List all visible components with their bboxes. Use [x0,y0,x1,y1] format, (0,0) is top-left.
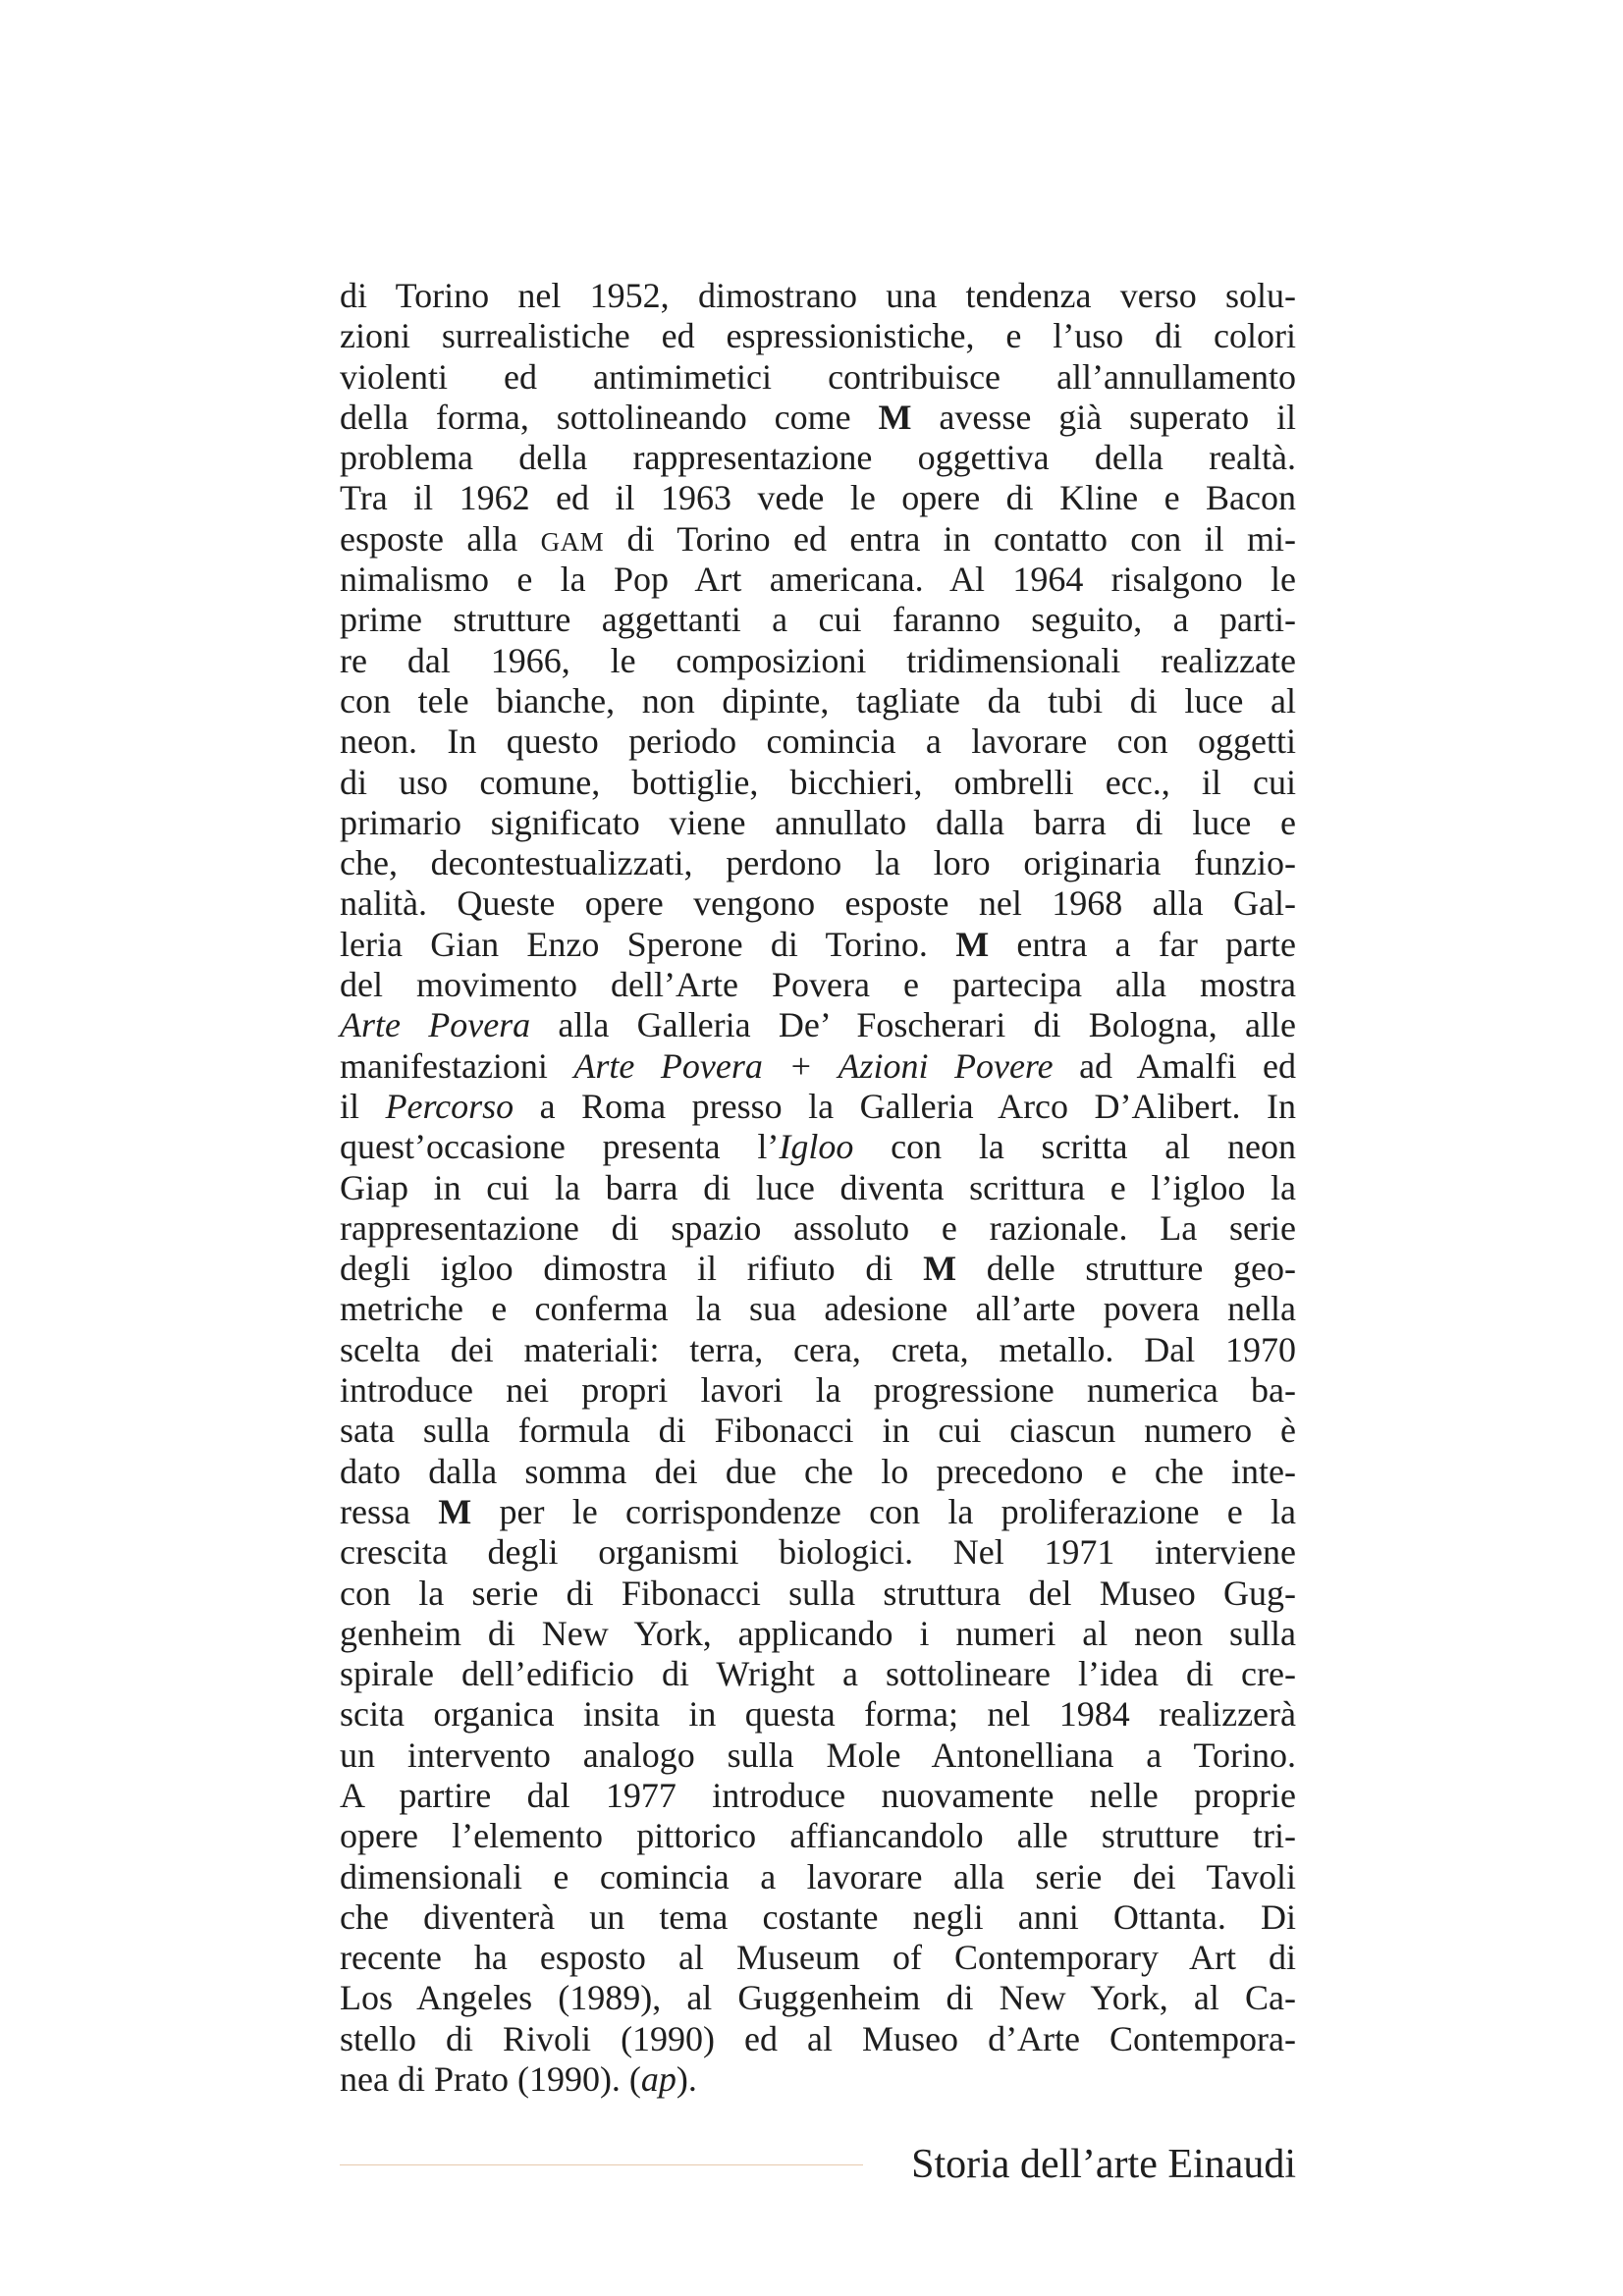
text-line [340,1694,1296,1735]
text-segment: recente ha esposto al Museum of Contemporary Art di [340,1938,1296,1978]
text-line [340,1208,1296,1249]
text-segment: entra a far parte [989,924,1296,964]
artist-initial: M [955,924,990,964]
text-segment: del movimento dell’Arte Povera e partecipa alla mostra [340,965,1296,1005]
text-line [340,1330,1296,1370]
text-line [340,965,1296,1005]
text-line [340,2019,1296,2059]
text-line [340,883,1296,924]
italic-title: Arte Povera [340,1005,531,1045]
text-line [340,1411,1296,1451]
italic-title: Arte Povera + Azioni Povere [573,1045,1054,1086]
text-line [340,1816,1296,1856]
text-segment: rappresentazione di spazio assoluto e razionale. La serie [340,1207,1296,1248]
text-line [340,925,1296,965]
text-segment: problema della rappresentazione oggettiva della realtà. [340,438,1296,478]
text-segment: con tele bianche, non dipinte, tagliate da tubi di luce al [340,680,1296,721]
text-line [340,1005,1296,1045]
text-segment: prime strutture aggettanti a cui faranno seguito, a parti- [340,600,1296,640]
text-segment: con la scritta al neon [853,1127,1296,1167]
text-segment: degli igloo dimostra il rifiuto di [340,1249,924,1289]
text-segment: di Torino nel 1952, dimostrano una tendenza verso solu- [340,276,1296,315]
text-segment: crescita degli organismi biologici. Nel 1971 interviene [340,1532,1296,1573]
text-line [340,1654,1296,1694]
italic-title: Igloo [779,1127,854,1167]
artist-initial: M [878,397,912,437]
text-line [340,1614,1296,1654]
text-segment: opere l’elemento pittorico affiancandolo alle strutture tri- [340,1816,1296,1856]
small-caps-acronym: GAM [540,526,605,557]
artist-initial: M [923,1249,957,1289]
text-line [340,1978,1296,2018]
text-line [340,276,1296,316]
text-segment: leria Gian Enzo Sperone di Torino. [340,924,956,964]
artist-initial: M [438,1491,472,1531]
text-segment: nimalismo e la Pop Art americana. Al 1964 risalgono le [340,560,1296,600]
text-segment: per le corrispondenze con la proliferazione e la [471,1491,1296,1531]
italic-title: Percorso [385,1086,514,1126]
text-segment: genheim di New York, applicando i numeri al neon sulla [340,1613,1296,1653]
text-line [340,1127,1296,1167]
text-line [340,1776,1296,1816]
text-line [340,1735,1296,1776]
text-line [340,316,1296,356]
text-segment: scita organica insita in questa forma; nel 1984 realizzerà [340,1694,1296,1735]
text-line [340,1897,1296,1938]
text-segment: Los Angeles (1989), al Guggenheim di New York, al Ca- [340,1978,1296,2018]
text-segment: di Torino ed entra in contatto con il mi- [604,518,1296,559]
text-segment: dimensionali e comincia a lavorare alla serie dei Tavoli [340,1856,1296,1896]
text-line [340,641,1296,681]
text-line [340,681,1296,721]
text-segment: nea di Prato (1990). ( [340,2059,641,2100]
text-segment: a Roma presso la Galleria Arco D’Alibert. In [514,1086,1296,1126]
text-segment: di uso comune, bottiglie, bicchieri, ombrelli ecc., il cui [340,762,1296,802]
text-line [340,560,1296,600]
text-line [340,1857,1296,1897]
text-segment: delle strutture geo- [956,1249,1296,1289]
text-segment: spirale dell’edificio di Wright a sottolineare l’idea di cre- [340,1654,1296,1694]
text-segment: che, decontestualizzati, perdono la loro originaria funzio- [340,843,1296,883]
text-segment: ad Amalfi ed [1053,1045,1296,1086]
text-line [340,763,1296,803]
footer-rule [340,2164,863,2165]
text-segment: manifestazioni [340,1045,574,1086]
text-line [340,1452,1296,1492]
text-segment: violenti ed antimimetici contribuisce all’annullamento [340,356,1296,397]
text-line [340,721,1296,762]
text-line [340,843,1296,883]
text-segment: neon. In questo periodo comincia a lavorare con oggetti [340,721,1296,762]
text-segment: introduce nei propri lavori la progressione numerica ba- [340,1370,1296,1411]
text-line [340,1168,1296,1208]
italic-title: ap [640,2059,676,2100]
text-line [340,1249,1296,1289]
text-line [340,398,1296,438]
text-segment: scelta dei materiali: terra, cera, creta, metallo. Dal 1970 [340,1329,1296,1369]
text-segment: zioni surrealistiche ed espressionistiche, e l’uso di colori [340,316,1296,356]
text-line [340,803,1296,843]
text-line [340,1370,1296,1411]
text-segment: dato dalla somma dei due che lo precedono e che inte- [340,1451,1296,1491]
text-segment: ). [676,2059,697,2100]
text-segment: il [340,1086,386,1126]
text-segment: della forma, sottolineando come [340,397,879,437]
text-line [340,1938,1296,1978]
text-segment: quest’occasione presenta l’ [340,1127,780,1167]
text-line [340,1046,1296,1087]
text-segment: esposte alla [340,518,541,559]
text-segment: sata sulla formula di Fibonacci in cui ciascun numero è [340,1411,1296,1451]
text-line [340,357,1296,398]
text-line [340,1492,1296,1532]
text-line [340,519,1296,560]
body-text [340,276,1296,2100]
text-segment: avesse già superato il [911,397,1296,437]
text-line [340,438,1296,478]
text-segment: nalità. Queste opere vengono esposte nel 1968 alla Gal- [340,883,1296,924]
text-segment: Tra il 1962 ed il 1963 vede le opere di Kline e Bacon [340,478,1296,518]
text-segment: re dal 1966, le composizioni tridimensionali realizzate [340,640,1296,680]
text-segment: che diventerà un tema costante negli anni Ottanta. Di [340,1896,1296,1937]
text-segment: Giap in cui la barra di luce diventa scrittura e l’igloo la [340,1167,1296,1207]
text-segment: un intervento analogo sulla Mole Antonelliana a Torino. [340,1735,1296,1775]
footer-title: Storia dell’arte Einaudi [911,2142,1296,2187]
text-segment: metriche e conferma la sua adesione all’arte povera nella [340,1289,1296,1329]
text-segment: alla Galleria De’ Foscherari di Bologna, alle [530,1005,1296,1045]
text-line [340,1574,1296,1614]
text-line [340,478,1296,518]
text-segment: stello di Rivoli (1990) ed al Museo d’Arte Contempora- [340,2018,1296,2058]
text-line [340,600,1296,640]
text-segment: con la serie di Fibonacci sulla struttura del Museo Gug- [340,1573,1296,1613]
text-segment: primario significato viene annullato dalla barra di luce e [340,802,1296,842]
text-line [340,2059,1296,2100]
text-segment: A partire dal 1977 introduce nuovamente nelle proprie [340,1775,1296,1815]
text-line [340,1532,1296,1573]
text-line [340,1289,1296,1329]
text-segment: ressa [340,1491,439,1531]
text-line [340,1087,1296,1127]
